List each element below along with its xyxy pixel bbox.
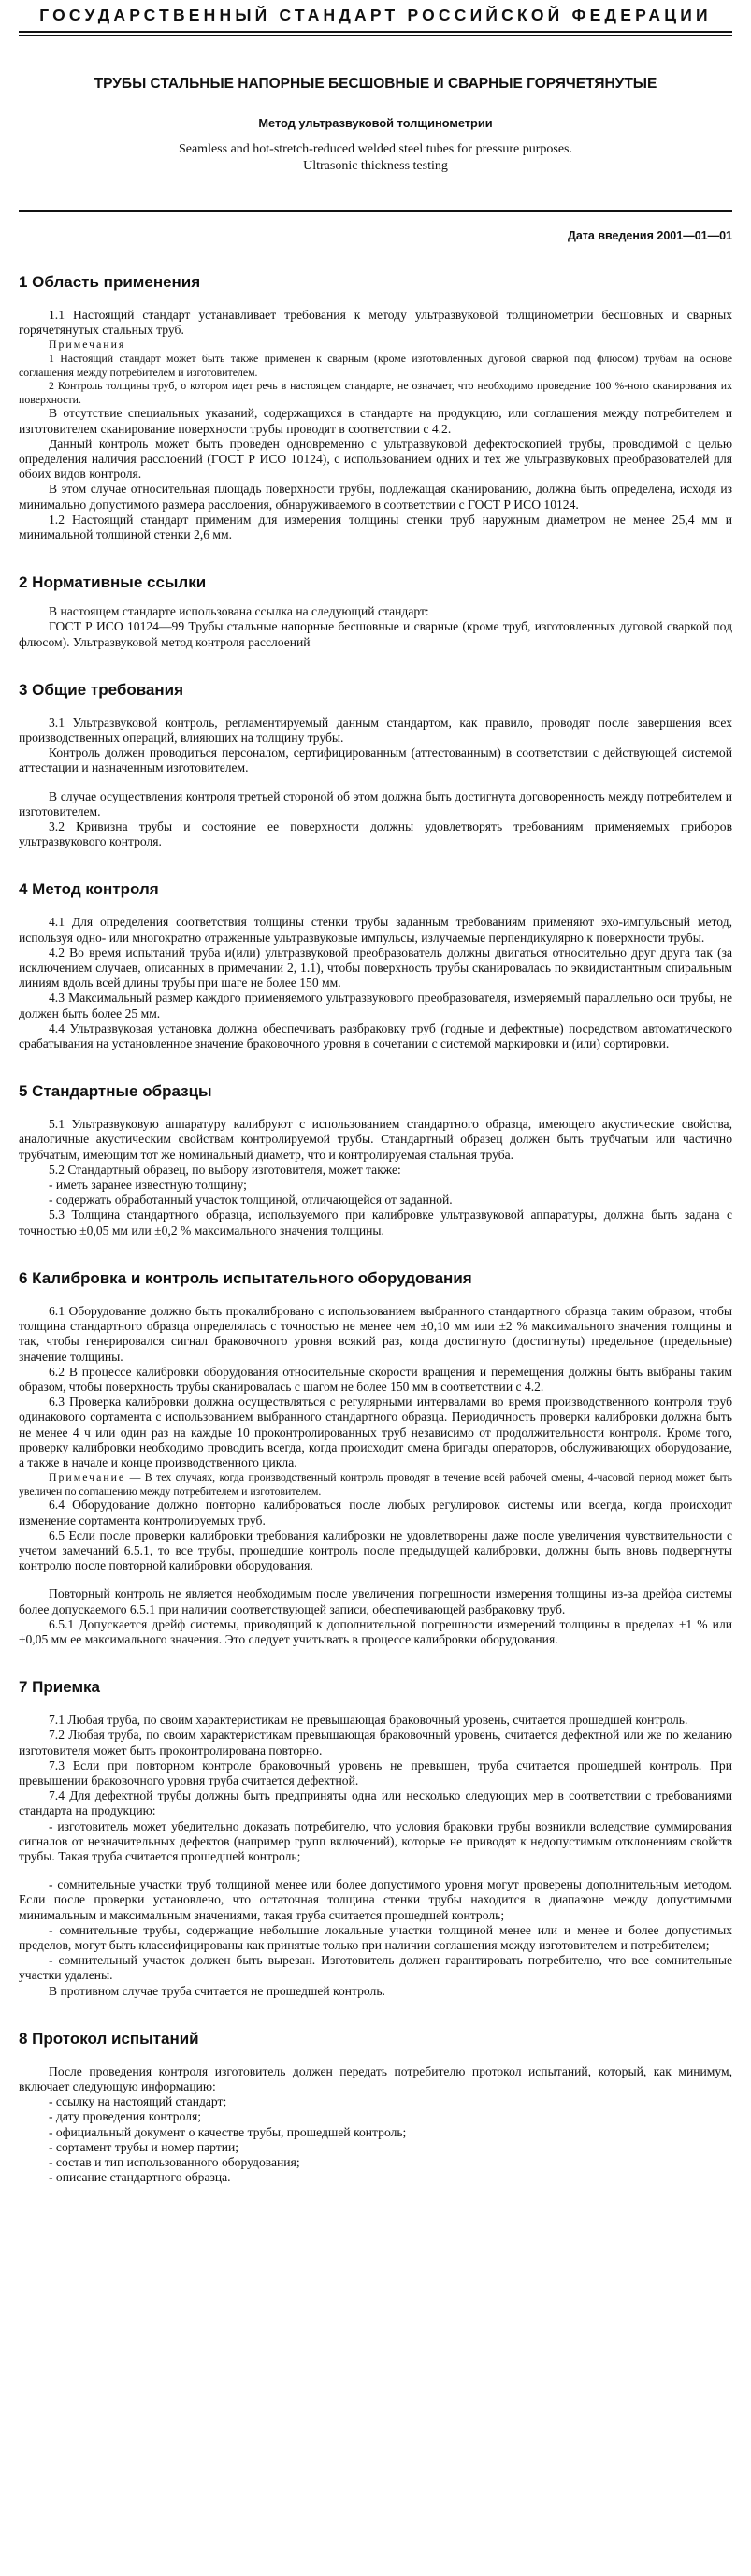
section-7-heading: 7 Приемка [19, 1678, 101, 1697]
paragraph-5-1: 5.1 Ультразвуковую аппаратуру калибруют с использованием стандартного образца, имеющего акустические свойства, аналогичные акустическим свойствам контролируемой трубы. Стандартный образец должен быть трубчатым или частично трубчатым, имеющим тот же номинальный диаметр, что и контролируемая стальная труба. [19, 1117, 732, 1162]
note-1: 1 Настоящий стандарт может быть также применен к сварным (кроме изготовленных дуговой сваркой под флюсом) трубам на основе соглашения между потребителем и изготовителем. [19, 352, 732, 379]
paragraph-7-4: 7.4 Для дефектной трубы должны быть предприняты одна или несколько следующих мер в соответствии с требованиями стандарта на продукцию: [19, 1788, 732, 1818]
list-item: - дату проведения контроля; [49, 2109, 202, 2124]
paragraph-4-4: 4.4 Ультразвуковая установка должна обеспечивать разбраковку труб (годные и дефектные) посредством автоматического срабатывания на установленное значение браковочного уровня в сочетании с системой маркировки и (или) сортировки. [19, 1020, 732, 1051]
paragraph: В противном случае труба считается не прошедшей контроль. [49, 1983, 385, 1998]
paragraph: В настоящем стандарте использована ссылка на следующий стандарт: [49, 604, 429, 619]
english-title-line-1: Seamless and hot-stretch-reduced welded steel tubes for pressure purposes. [178, 142, 573, 156]
header-divider [19, 31, 732, 36]
paragraph-7-2: 7.2 Любая труба, по своим характеристикам превышающая браковочный уровень, считается дефектной или же по желанию изготовителя может быть проконтролирована повторно. [19, 1728, 732, 1758]
list-item: - ссылку на настоящий стандарт; [49, 2094, 227, 2109]
paragraph-1-2: 1.2 Настоящий стандарт применим для измерения толщины стенки труб наружным диаметром не менее 25,4 мм и минимальной толщиной стенки 2,6 мм. [19, 512, 732, 542]
paragraph-5-2: 5.2 Стандартный образец, по выбору изготовителя, может также: [49, 1162, 401, 1177]
note-label: Примечание [49, 1470, 126, 1484]
standard-banner: ГОСУДАРСТВЕННЫЙ СТАНДАРТ РОССИЙСКОЙ ФЕДЕРАЦИИ [39, 6, 712, 24]
section-4-heading: 4 Метод контроля [19, 880, 159, 899]
list-item: - сортамент трубы и номер партии; [49, 2139, 239, 2154]
section-5-heading: 5 Стандартные образцы [19, 1082, 212, 1101]
paragraph: В случае осуществления контроля третьей стороной об этом должна быть достигнута договоренность между потребителем и изготовителем. [19, 789, 732, 818]
section-1-heading: 1 Область применения [19, 273, 201, 291]
document-title: ТРУБЫ СТАЛЬНЫЕ НАПОРНЫЕ БЕСШОВНЫЕ И СВАРНЫЕ ГОРЯЧЕТЯНУТЫЕ [94, 76, 657, 92]
list-item: - описание стандартного образца. [49, 2170, 231, 2185]
list-item: - содержать обработанный участок толщиной, отличающейся от заданной. [49, 1193, 453, 1208]
list-item: - состав и тип использованного оборудования; [49, 2155, 300, 2170]
list-item: - сомнительные трубы, содержащие небольшие локальные участки толщиной менее или и менее и более допустимых пределов, могут быть классифицированы как принятые только при наличии соглашения между изготовителем и потребителем; [19, 1922, 732, 1952]
note-2: 2 Контроль толщины труб, о котором идет речь в настоящем стандарте, не означает, что необходимо проведение 100 %-ного сканирования их поверхности. [19, 379, 732, 406]
paragraph-4-3: 4.3 Максимальный размер каждого применяемого ультразвукового преобразователя, измеряемый параллельно оси трубы, не должен быть более 25 мм. [19, 991, 732, 1020]
paragraph-6-5: 6.5 Если после проверки калибровки требования калибровки не удовлетворены даже после увеличения чувствительности с учетом замечаний 6.5.1, то все трубы, прошедшие контроль после предыдущей калибровки, должны быть вновь подвергнуты контролю после повторной калибровки оборудования. [19, 1527, 732, 1573]
introduction-date: Дата введения 2001—01—01 [567, 229, 732, 242]
paragraph-6-2: 6.2 В процессе калибровки оборудования относительные скорости вращения и перемещения должны быть выбраны таким образом, чтобы поверхность трубы сканировалась с шагом не более 150 мм в соответствии с 4.2. [19, 1364, 732, 1394]
list-item: - сомнительный участок должен быть вырезан. Изготовитель должен гарантировать потребителю, что все сомнительные участки удалены. [19, 1953, 732, 1983]
paragraph-6-1: 6.1 Оборудование должно быть прокалибровано с использованием выбранного стандартного образца таким образом, чтобы толщина стандартного образца определялась с точностью не менее чем ±0,10 мм или ±2 % максимального значения толщины и так, чтобы генерировался сигнал браковочного уровня всякий раз, когда достигнуто (достигнуты) предельное (предельные) значение толщины. [19, 1303, 732, 1364]
english-title [19, 141, 732, 175]
paragraph-3-1: 3.1 Ультразвуковой контроль, регламентируемый данным стандартом, как правило, проводят после завершения всех производственных операций, влияющих на толщину трубы. [19, 715, 732, 745]
list-item: - сомнительные участки труб толщиной менее или более допустимого уровня могут проверены дополнительным методом. Если после проверки установлено, что остаточная толщина стенки трубы находится в диапазоне между допустимыми минимальным и максимальным значениями, такая труба считается прошедшей контроль; [19, 1877, 732, 1922]
paragraph: После проведения контроля изготовитель должен передать потребителю протокол испытаний, который, как минимум, включает следующую информацию: [19, 2063, 732, 2093]
section-2-heading: 2 Нормативные ссылки [19, 573, 207, 592]
section-3-heading: 3 Общие требования [19, 680, 184, 699]
note-6-3 [19, 1470, 732, 1498]
list-item: - иметь заранее известную толщину; [49, 1178, 247, 1193]
reference-item: ГОСТ Р ИСО 10124—99 Трубы стальные напорные бесшовные и сварные (кроме труб, изготовленных дуговой сваркой под флюсом). Ультразвуковой метод контроля расслоений [19, 619, 732, 649]
paragraph-1-1: 1.1 Настоящий стандарт устанавливает требования к методу ультразвуковой толщинометрии бесшовных и сварных горячетянутых стальных труб. [19, 308, 732, 338]
english-title-line-2: Ultrasonic thickness testing [303, 159, 448, 173]
paragraph: В этом случае относительная площадь поверхности трубы, подлежащая сканированию, должна быть определена, исходя из минимально допустимого размера расслоения, обнаруживаемого в соответствии с ГОСТ Р ИСО 10124. [19, 482, 732, 512]
notes-heading: Примечания [49, 338, 126, 352]
paragraph: Контроль должен проводиться персоналом, сертифицированным (аттестованным) в соответствии с действующей системой аттестации и назначенным изготовителем. [19, 745, 732, 775]
title-divider [19, 210, 732, 212]
document-subtitle: Метод ультразвуковой толщинометрии [258, 116, 493, 130]
paragraph-6-3: 6.3 Проверка калибровки должна осуществляться с регулярными интервалами во время производственного контроля труб одинакового сортамента с использованием выбранного стандартного образца. Периодичность проверки калибровки должна быть не менее 4 ч или один раз на каждые 10 проконтролированных труб независимо от продолжительности контроля. Кроме того, проверку калибровки необходимо проводить всегда, когда происходит смена бригады операторов, обслуживающих оборудование, а также в начале и конце производственного цикла. [19, 1395, 732, 1469]
paragraph-4-2: 4.2 Во время испытаний труба и(или) ультразвуковой преобразователь должны двигаться относительно друг друга так (за исключением случаев, описанных в примечании 2, 1.1), чтобы поверхность трубы сканировалась по эквидистантным спиральным линиям вдоль всей длины трубы при шаге не более 150 мм. [19, 945, 732, 991]
paragraph-4-1: 4.1 Для определения соответствия толщины стенки трубы заданным требованиям применяют эхо-импульсный метод, используя одно- или многократно отраженные ультразвуковые импульсы, излучаемые перпендикулярно к поверхности трубы. [19, 915, 732, 945]
paragraph-7-3: 7.3 Если при повторном контроле браковочный уровень не превышен, труба считается прошедшей контроль. При превышении браковочного уровня труба считается дефектной. [19, 1758, 732, 1787]
section-8-heading: 8 Протокол испытаний [19, 2029, 199, 2048]
list-item: - изготовитель может убедительно доказать потребителю, что условия браковки трубы возникли вследствие суммирования сигналов от незначительных дефектов (например групп включений), которые не приводят к недопустимым отклонениям свойств трубы. Такая труба считается прошедшей контроль; [19, 1818, 732, 1863]
paragraph: Данный контроль может быть проведен одновременно с ультразвуковой дефектоскопией трубы, проводимой с целью определения наличия расслоений (ГОСТ Р ИСО 10124), с использованием одних и тех же ультразвуковых преобразователей для обоих видов контроля. [19, 436, 732, 482]
paragraph-6-4: 6.4 Оборудование должно повторно калиброваться после любых регулировок системы или всегда, когда происходит изменение сортамента контролируемых труб. [19, 1498, 732, 1527]
note-text: — В тех случаях, когда производственный контроль проводят в течение всей рабочей смены, 4-часовой период может быть увеличен по соглашению между потребителем и изготовителем. [19, 1470, 732, 1498]
paragraph-7-1: 7.1 Любая труба, по своим характеристикам не превышающая браковочный уровень, считается прошедшей контроль. [49, 1713, 688, 1728]
paragraph: В отсутствие специальных указаний, содержащихся в стандарте на продукцию, или соглашения между потребителем и изготовителем сканирование поверхности трубы проводят в соответствии с 4.2. [19, 406, 732, 436]
section-6-heading: 6 Калибровка и контроль испытательного оборудования [19, 1268, 472, 1287]
paragraph: Повторный контроль не является необходимым после увеличения погрешности измерения толщины из-за дрейфа системы более допускаемого 6.5.1 при наличии соответствующей записи, обеспечивающей разбраковку труб. [19, 1586, 732, 1616]
list-item: - официальный документ о качестве трубы, прошедшей контроль; [49, 2124, 407, 2139]
paragraph-3-2: 3.2 Кривизна трубы и состояние ее поверхности должны удовлетворять требованиям применяемых приборов ультразвукового контроля. [19, 819, 732, 849]
paragraph-5-3: 5.3 Толщина стандартного образца, используемого при калибровке ультразвуковой аппаратуры, должна быть задана с точностью ±0,05 мм или ±0,2 % максимального значения толщины. [19, 1208, 732, 1237]
paragraph-6-5-1: 6.5.1 Допускается дрейф системы, приводящий к дополнительной погрешности измерений толщины в пределах ±1 % или ±0,05 мм ее максимального значения. Это следует учитывать в процессе калибровки оборудования. [19, 1616, 732, 1646]
